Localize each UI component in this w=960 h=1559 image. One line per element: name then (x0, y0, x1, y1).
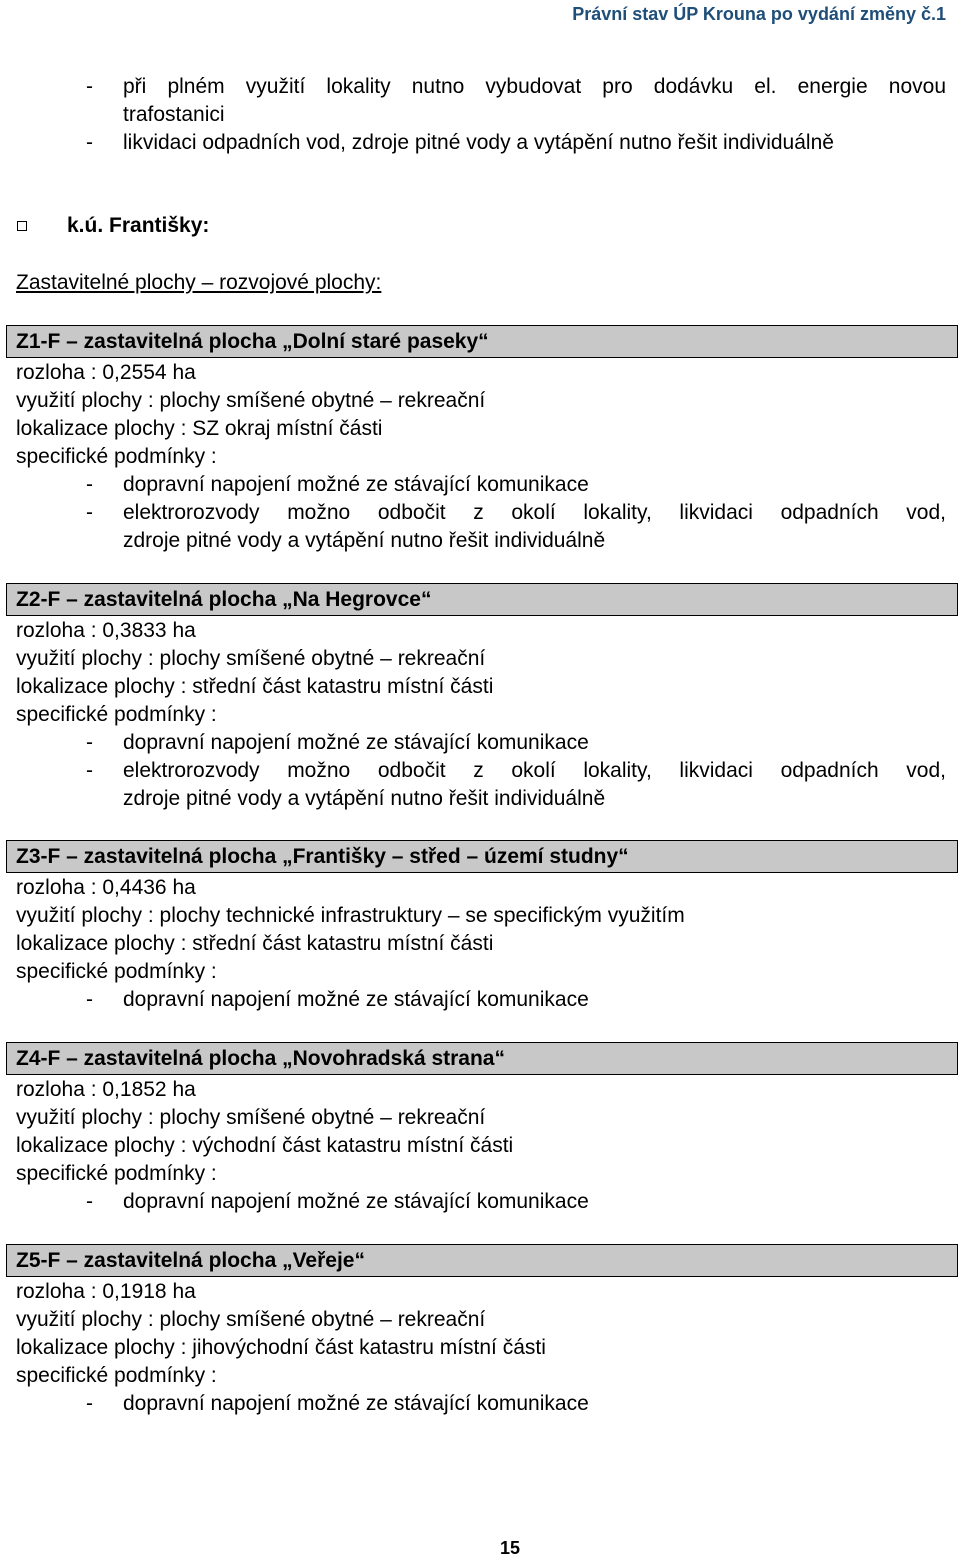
zone-title: Z4-F – zastavitelná plocha „Novohradská strana“ (16, 1047, 505, 1070)
condition-text: zdroje pitné vody a vytápění nutno řešit individuálně (123, 787, 606, 810)
condition-text: zdroje pitné vody a vytápění nutno řešit individuálně (123, 529, 606, 552)
condition-text: dopravní napojení možné ze stávající komunikace (123, 1190, 589, 1213)
zone-area: rozloha : 0,3833 ha (16, 619, 196, 642)
zone-location: lokalizace plochy : SZ okraj místní části (16, 417, 383, 440)
zone-title-box (6, 583, 958, 616)
zone-area: rozloha : 0,2554 ha (16, 361, 196, 384)
zone-location: lokalizace plochy : střední část katastru místní části (16, 932, 494, 955)
section-subtitle: Zastavitelné plochy – rozvojové plochy: (16, 271, 382, 294)
checkbox-bullet-icon (17, 221, 27, 231)
list-dash: - (86, 988, 93, 1011)
list-dash: - (86, 1190, 93, 1213)
zone-conditions-label: specifické podmínky : (16, 1364, 217, 1387)
zone-usage: využití plochy : plochy smíšené obytné – rekreační (16, 1308, 486, 1331)
zone-location: lokalizace plochy : jihovýchodní část katastru místní části (16, 1336, 546, 1359)
zone-conditions-label: specifické podmínky : (16, 960, 217, 983)
zone-title-box (6, 1244, 958, 1277)
condition-text: dopravní napojení možné ze stávající komunikace (123, 473, 589, 496)
condition-text: dopravní napojení možné ze stávající komunikace (123, 1392, 589, 1415)
condition-text: dopravní napojení možné ze stávající komunikace (123, 988, 589, 1011)
zone-usage: využití plochy : plochy smíšené obytné – rekreační (16, 389, 486, 412)
zone-title-box (6, 325, 958, 358)
zone-title-box (6, 840, 958, 873)
zone-location: lokalizace plochy : střední část katastru místní části (16, 675, 494, 698)
zone-title-box (6, 1042, 958, 1075)
list-dash: - (86, 759, 93, 782)
zone-area: rozloha : 0,1918 ha (16, 1280, 196, 1303)
zone-area: rozloha : 0,4436 ha (16, 876, 196, 899)
zone-title: Z2-F – zastavitelná plocha „Na Hegrovce“ (16, 588, 432, 611)
zone-conditions-label: specifické podmínky : (16, 445, 217, 468)
list-item-text: při plném využití lokality nutno vybudovat pro dodávku el. energie novou (123, 75, 946, 98)
page-header: Právní stav ÚP Krouna po vydání změny č.1 (572, 4, 946, 24)
zone-conditions-label: specifické podmínky : (16, 1162, 217, 1185)
list-dash: - (86, 75, 93, 98)
zone-title: Z3-F – zastavitelná plocha „Františky – střed – území studny“ (16, 845, 629, 868)
zone-usage: využití plochy : plochy smíšené obytné – rekreační (16, 1106, 486, 1129)
list-item-text: trafostanici (123, 103, 225, 126)
list-item-text: likvidaci odpadních vod, zdroje pitné vody a vytápění nutno řešit individuálně (123, 131, 834, 154)
list-dash: - (86, 501, 93, 524)
zone-title: Z1-F – zastavitelná plocha „Dolní staré paseky“ (16, 330, 489, 353)
page-number: 15 (499, 1538, 521, 1558)
zone-area: rozloha : 0,1852 ha (16, 1078, 196, 1101)
section-title: k.ú. Františky: (67, 214, 210, 237)
zone-location: lokalizace plochy : východní část katastru místní části (16, 1134, 514, 1157)
list-dash: - (86, 731, 93, 754)
list-dash: - (86, 1392, 93, 1415)
zone-usage: využití plochy : plochy technické infrastruktury – se specifickým využitím (16, 904, 685, 927)
zone-usage: využití plochy : plochy smíšené obytné – rekreační (16, 647, 486, 670)
list-dash: - (86, 131, 93, 154)
list-dash: - (86, 473, 93, 496)
zone-title: Z5-F – zastavitelná plocha „Veřeje“ (16, 1249, 365, 1272)
condition-text: elektrorozvody možno odbočit z okolí lokality, likvidaci odpadních vod, (123, 759, 946, 782)
condition-text: dopravní napojení možné ze stávající komunikace (123, 731, 589, 754)
zone-conditions-label: specifické podmínky : (16, 703, 217, 726)
condition-text: elektrorozvody možno odbočit z okolí lokality, likvidaci odpadních vod, (123, 501, 946, 524)
